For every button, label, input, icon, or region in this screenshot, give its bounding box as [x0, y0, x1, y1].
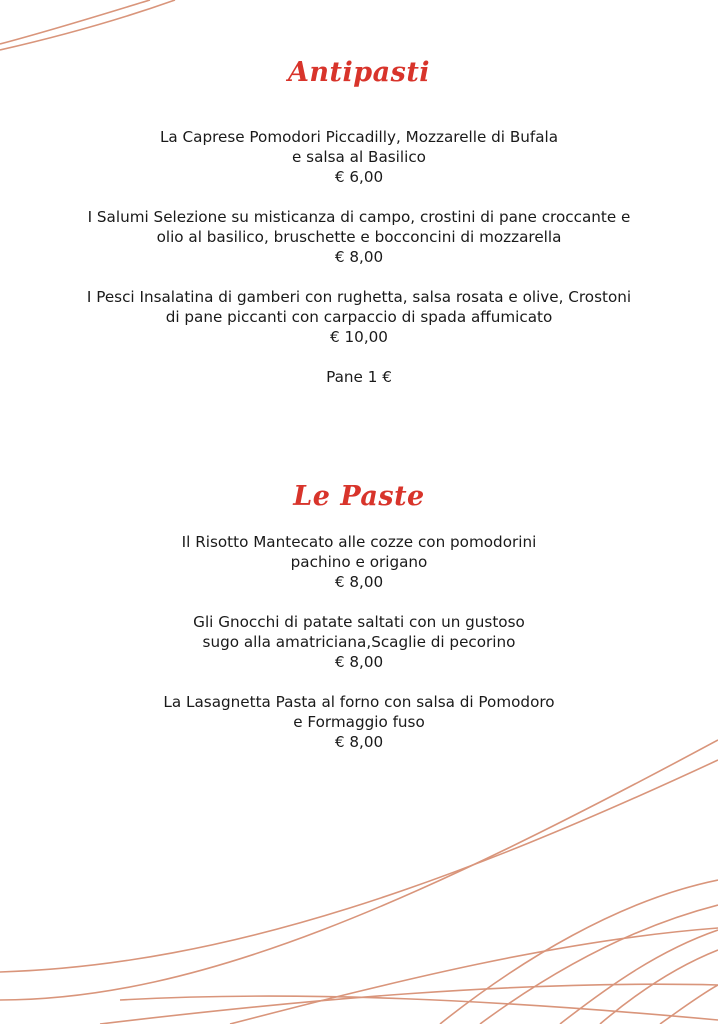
menu-item-description: Il Risotto Mantecato alle cozze con pomodorini	[181, 533, 537, 551]
antipasti-items	[0, 127, 718, 387]
menu-item-lasagnetta	[0, 692, 718, 752]
menu-item-price: € 8,00	[334, 653, 384, 671]
menu-item-price: € 10,00	[330, 328, 388, 346]
menu-item-price: € 8,00	[334, 573, 384, 591]
menu-item-caprese	[0, 127, 718, 187]
menu-item-description: e Formaggio fuso	[293, 713, 425, 731]
bread-note: Pane 1 €	[326, 368, 392, 386]
menu-item-risotto	[0, 532, 718, 592]
section-title-antipasti: Antipasti	[287, 57, 431, 88]
menu-item-price: € 8,00	[334, 733, 384, 751]
menu-item-description: pachino e origano	[290, 553, 428, 571]
menu-item-description: olio al basilico, bruschette e bocconcini di mozzarella	[156, 228, 562, 246]
section-title-paste: Le Paste	[293, 481, 425, 512]
menu-item-gnocchi	[0, 612, 718, 672]
menu-item-description: I Salumi Selezione su misticanza di campo, crostini di pane croccante e	[87, 208, 631, 226]
menu-item-description: di pane piccanti con carpaccio di spada affumicato	[165, 308, 553, 326]
menu-item-description: La Caprese Pomodori Piccadilly, Mozzarelle di Bufala	[159, 128, 559, 146]
menu-item-price: € 8,00	[334, 248, 384, 266]
paste-items	[0, 532, 718, 772]
menu-item-description: sugo alla amatriciana,Scaglie di pecorino	[202, 633, 516, 651]
menu-item-description: Gli Gnocchi di patate saltati con un gustoso	[193, 613, 525, 631]
menu-item-description: e salsa al Basilico	[292, 148, 426, 166]
menu-item-salumi	[0, 207, 718, 267]
menu-item-pesci	[0, 287, 718, 347]
menu-item-price: € 6,00	[334, 168, 384, 186]
menu-item-description: I Pesci Insalatina di gamberi con rughetta, salsa rosata e olive, Crostoni	[86, 288, 632, 306]
menu-item-description: La Lasagnetta Pasta al forno con salsa di Pomodoro	[163, 693, 555, 711]
